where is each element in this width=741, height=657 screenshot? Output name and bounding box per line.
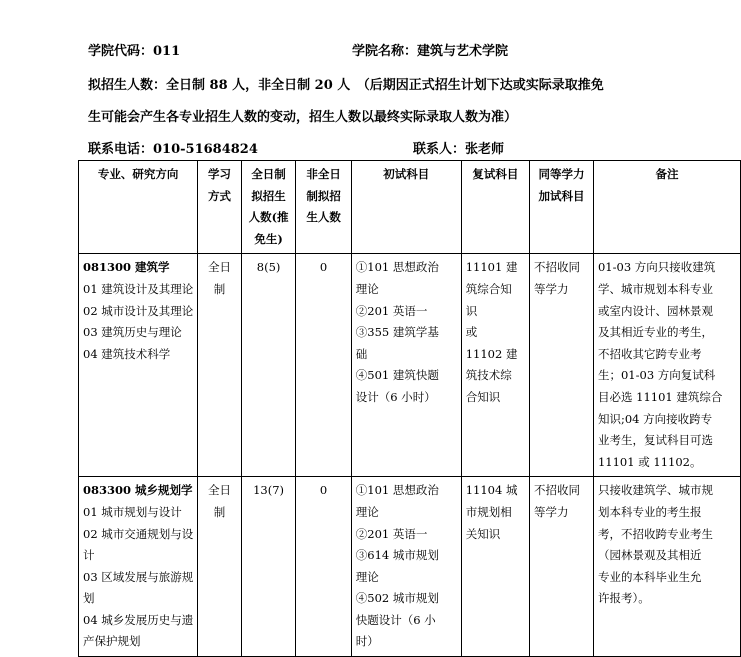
- cell-text: 业考生，复试科目可选: [597, 433, 713, 448]
- cell-text: 等学力: [534, 504, 569, 519]
- cell-text: 理论: [355, 281, 379, 296]
- cell-text: 不招收其它跨专业考: [597, 346, 702, 361]
- header-text: 生人数: [306, 210, 341, 225]
- cell-text: （园林景观及其相近: [597, 548, 702, 563]
- cell-text: 筑综合知: [465, 281, 512, 296]
- header-text: 非全日: [306, 167, 341, 181]
- header-text: 加试科目: [538, 188, 585, 203]
- header-text: 同等学力: [538, 167, 585, 181]
- cell-notes: [593, 254, 740, 477]
- cell-text: 生；01-03 方向复试科: [597, 368, 716, 383]
- cell-text: 等学力: [534, 281, 569, 296]
- enrollment-plan-line1: 拟招生人数：全日制 88 人，非全日制 20 人 （后期因正式招生计划下达或实际录取推免: [88, 78, 604, 93]
- contact-person: 联系人：张老师: [413, 142, 505, 157]
- cell-text: 识: [465, 303, 478, 318]
- contact-phone: 联系电话：010-51684824: [88, 142, 258, 157]
- cell-text: 关知识: [465, 526, 501, 541]
- cell-text: 只接收建筑学、城市规: [597, 483, 713, 498]
- cell-text: 0: [319, 260, 328, 275]
- cell-text: 础: [355, 346, 368, 361]
- cell-major: [79, 254, 198, 477]
- cell-text: 11102 建: [465, 346, 518, 361]
- cell-text: 0: [319, 483, 328, 498]
- header-text: 制拟招: [306, 188, 341, 203]
- cell-text: ②201 英语一: [355, 526, 428, 541]
- header-initial-exam: [351, 161, 461, 254]
- cell-parttime-quota: [296, 477, 351, 657]
- header-mode: [198, 161, 241, 254]
- header-major: [79, 161, 198, 254]
- header-retest: [461, 161, 529, 254]
- header-text: 学习: [208, 167, 231, 181]
- cell-text: 市规划相: [465, 504, 512, 519]
- cell-text: 制: [213, 504, 226, 519]
- cell-notes: [593, 477, 740, 657]
- cell-text: 01 建筑设计及其理论: [83, 281, 194, 296]
- cell-text: 11101 或 11102。: [597, 454, 702, 469]
- cell-text: 或: [465, 325, 478, 340]
- cell-text: 时）: [355, 634, 379, 649]
- cell-text: 及其相近专业的考生，: [597, 325, 713, 340]
- cell-fulltime-quota: [241, 254, 296, 477]
- cell-text: 计: [83, 548, 95, 563]
- cell-text: 11104 城: [465, 483, 518, 498]
- header-equivalent-exam: [530, 161, 594, 254]
- cell-text: ④501 建筑快题: [355, 368, 439, 383]
- header-text: 初试科目: [383, 167, 430, 181]
- college-code: 学院代码：011: [88, 44, 181, 59]
- cell-text: 理论: [355, 504, 379, 519]
- cell-text: 081300 建筑学: [83, 260, 170, 275]
- cell-text: 01 城市规划与设计: [83, 504, 182, 519]
- header-text: 拟招生: [251, 188, 286, 203]
- cell-text: 13(7): [253, 483, 285, 498]
- cell-text: 01-03 方向只接收建筑: [597, 260, 716, 275]
- header-text: 免生): [254, 231, 283, 246]
- cell-text: 03 区域发展与旅游规: [83, 569, 194, 584]
- cell-text: 考，不招收跨专业考生: [597, 526, 713, 541]
- cell-mode: [198, 477, 241, 657]
- cell-text: 产保护规划: [83, 634, 141, 649]
- cell-text: 学、城市规划本科专业: [597, 281, 713, 296]
- cell-major: [79, 477, 198, 657]
- cell-text: 04 城乡发展历史与遗: [83, 612, 194, 627]
- cell-text: 全日: [208, 483, 231, 498]
- cell-text: 04 建筑技术科学: [83, 346, 171, 361]
- admissions-table: [78, 160, 741, 657]
- cell-text: 或室内设计、园林景观: [597, 303, 713, 318]
- cell-text: ③614 城市规划: [355, 548, 439, 563]
- header-text: 专业、研究方向: [97, 167, 179, 181]
- cell-mode: [198, 254, 241, 477]
- cell-retest: [461, 477, 529, 657]
- header-parttime-quota: [296, 161, 351, 254]
- cell-text: ①101 思想政治: [355, 260, 439, 275]
- cell-initial-exam: [351, 254, 461, 477]
- cell-text: 筑技术综: [465, 368, 512, 383]
- cell-text: 快题设计（6 小: [355, 612, 436, 627]
- header-text: 方式: [208, 188, 231, 203]
- header-text: 人数(推: [248, 210, 289, 225]
- cell-text: ③355 建筑学基: [355, 325, 439, 340]
- table-header-row: [79, 161, 741, 254]
- enrollment-plan-line2: 生可能会产生各专业招生人数的变动，招生人数以最终实际录取人数为准）: [88, 110, 518, 125]
- cell-text: 02 城市交通规划与设: [83, 526, 194, 541]
- cell-text: 不招收同: [534, 483, 581, 498]
- cell-text: 不招收同: [534, 260, 581, 275]
- cell-text: 083300 城乡规划学: [83, 483, 193, 498]
- cell-retest: [461, 254, 529, 477]
- college-name: 学院名称：建筑与艺术学院: [352, 44, 509, 59]
- cell-text: 11101 建: [465, 260, 518, 275]
- header-text: 全日制: [251, 167, 286, 181]
- header-text: 备注: [655, 167, 679, 181]
- cell-text: 许报考）。: [597, 591, 650, 606]
- cell-initial-exam: [351, 477, 461, 657]
- cell-equivalent-exam: [530, 477, 594, 657]
- cell-text: 8(5): [256, 260, 281, 275]
- cell-text: 划: [83, 591, 95, 606]
- cell-equivalent-exam: [530, 254, 594, 477]
- table-row: [79, 477, 741, 657]
- cell-text: 目必选 11101 建筑综合: [597, 389, 723, 404]
- cell-text: 知识;04 方向接收跨专: [597, 411, 713, 426]
- cell-parttime-quota: [296, 254, 351, 477]
- cell-text: 全日: [208, 260, 231, 275]
- header-notes: [593, 161, 740, 254]
- header-fulltime-quota: [241, 161, 296, 254]
- cell-text: 划本科专业的考生报: [597, 504, 702, 519]
- cell-text: 制: [213, 281, 226, 296]
- cell-text: 03 建筑历史与理论: [83, 325, 182, 340]
- cell-text: 理论: [355, 569, 379, 584]
- cell-text: 02 城市设计及其理论: [83, 303, 194, 318]
- cell-text: 合知识: [465, 389, 501, 404]
- cell-text: ④502 城市规划: [355, 591, 439, 606]
- cell-text: 设计（6 小时）: [355, 389, 436, 404]
- cell-text: 专业的本科毕业生允: [597, 569, 702, 584]
- cell-text: ①101 思想政治: [355, 483, 439, 498]
- header-text: 复试科目: [472, 167, 519, 181]
- cell-fulltime-quota: [241, 477, 296, 657]
- cell-text: ②201 英语一: [355, 303, 428, 318]
- table-row: [79, 254, 741, 477]
